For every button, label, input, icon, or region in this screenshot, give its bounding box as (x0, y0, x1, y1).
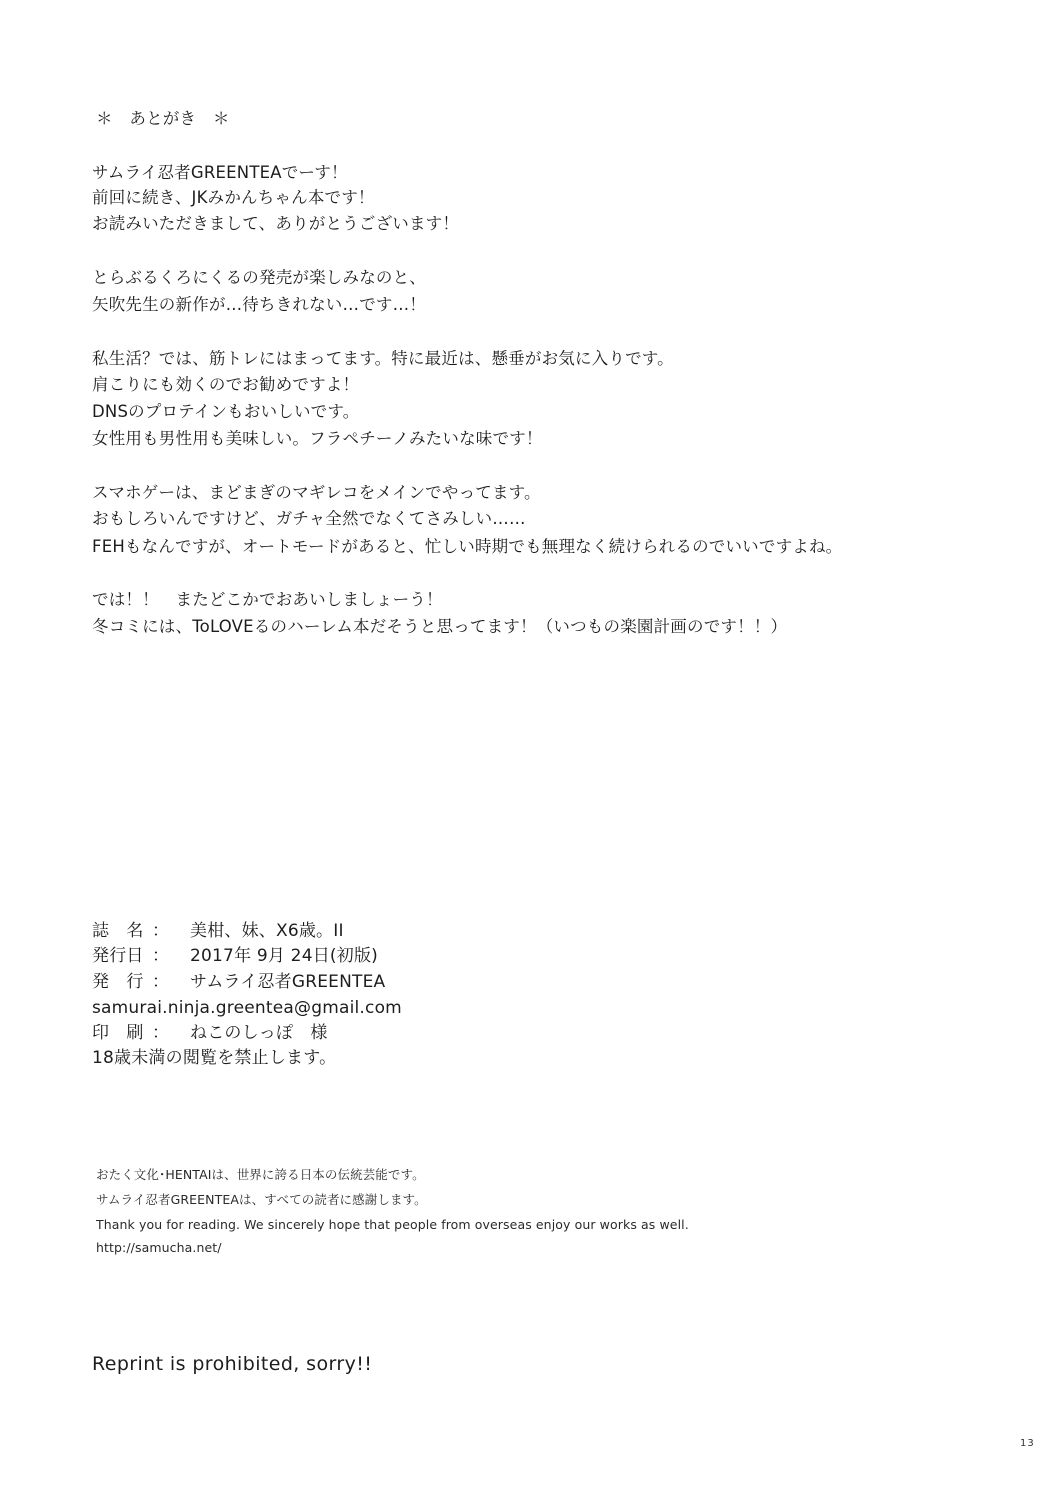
imprint-publisher-row (92, 970, 385, 994)
afterword-line: 女性用も男性用も美味しい。フラペチーノみたいな味です！ (92, 429, 543, 448)
imprint-printer-label: 印 刷 (92, 1023, 144, 1043)
page-number: 13 (1020, 1438, 1035, 1449)
afterword-line: 冬コミには、ToLOVEるのハーレム本だそうと思ってます！（いつもの楽園計画のです！！） (92, 617, 788, 636)
afterword-line: では！！ またどこかでおあいしましょーう！ (92, 590, 443, 609)
footer-note-line: おたく文化･HENTAIは、世界に誇る日本の伝統芸能です。 (96, 1167, 425, 1182)
afterword-line: 私生活？では、筋トレにはまってます。特に最近は、懸垂がお気に入りです。 (92, 349, 674, 368)
imprint-date-value: 2017年 9月 24日(初版) (190, 946, 378, 966)
imprint-title-label: 誌 名 (92, 921, 144, 941)
afterword-line: おもしろいんですけど、ガチャ全然でなくてさみしい…… (92, 509, 526, 528)
afterword-line: FEHもなんですが、オートモードがあると、忙しい時期でも無理なく続けられるのでいいですよね。 (92, 537, 843, 556)
imprint-publisher-label: 発 行 (92, 972, 144, 992)
afterword-line: とらぶるくろにくるの発売が楽しみなのと、 (92, 268, 426, 287)
reprint-notice: Reprint is prohibited, sorry!! (92, 1353, 373, 1375)
imprint-age-notice: 18歳未満の閲覧を禁止します。 (92, 1048, 337, 1068)
afterword-heading: ＊ あとがき ＊ (96, 109, 230, 128)
footer-note-line: サムライ忍者GREENTEAは、すべての読者に感謝します。 (96, 1192, 427, 1207)
afterword-line: スマホゲーは、まどまぎのマギレコをメインでやってます。 (92, 483, 541, 502)
imprint-publisher-value: サムライ忍者GREENTEA (190, 972, 386, 992)
afterword-line: サムライ忍者GREENTEAでーす！ (92, 163, 348, 182)
imprint-date-label: 発行日 (92, 946, 144, 966)
afterword-line: 肩こりにも効くのでお勧めですよ！ (92, 375, 360, 394)
afterword-line: 前回に続き、JKみかんちゃん本です！ (92, 188, 375, 207)
imprint-email: samurai.ninja.greentea@gmail.com (92, 998, 402, 1018)
imprint-separator: ： (152, 1023, 170, 1043)
afterword-line: 矢吹先生の新作が…待ちきれない…です…！ (92, 295, 426, 314)
imprint-separator: ： (152, 921, 170, 941)
imprint-printer-row (92, 1021, 328, 1045)
imprint-title-value: 美柑、妹、X6歳。II (190, 921, 344, 941)
afterword-line: お読みいただきまして、ありがとうございます！ (92, 214, 460, 233)
imprint-printer-value: ねこのしっぽ 様 (190, 1023, 328, 1043)
afterword-line: DNSのプロテインもおいしいです。 (92, 402, 360, 421)
imprint-separator: ： (152, 946, 170, 966)
imprint-title-row (92, 919, 344, 943)
footer-note-english: Thank you for reading. We sincerely hope that people from overseas enjoy our works as well. (96, 1217, 689, 1232)
footer-url: http://samucha.net/ (96, 1240, 222, 1255)
imprint-separator: ： (152, 972, 170, 992)
imprint-date-row (92, 944, 378, 968)
